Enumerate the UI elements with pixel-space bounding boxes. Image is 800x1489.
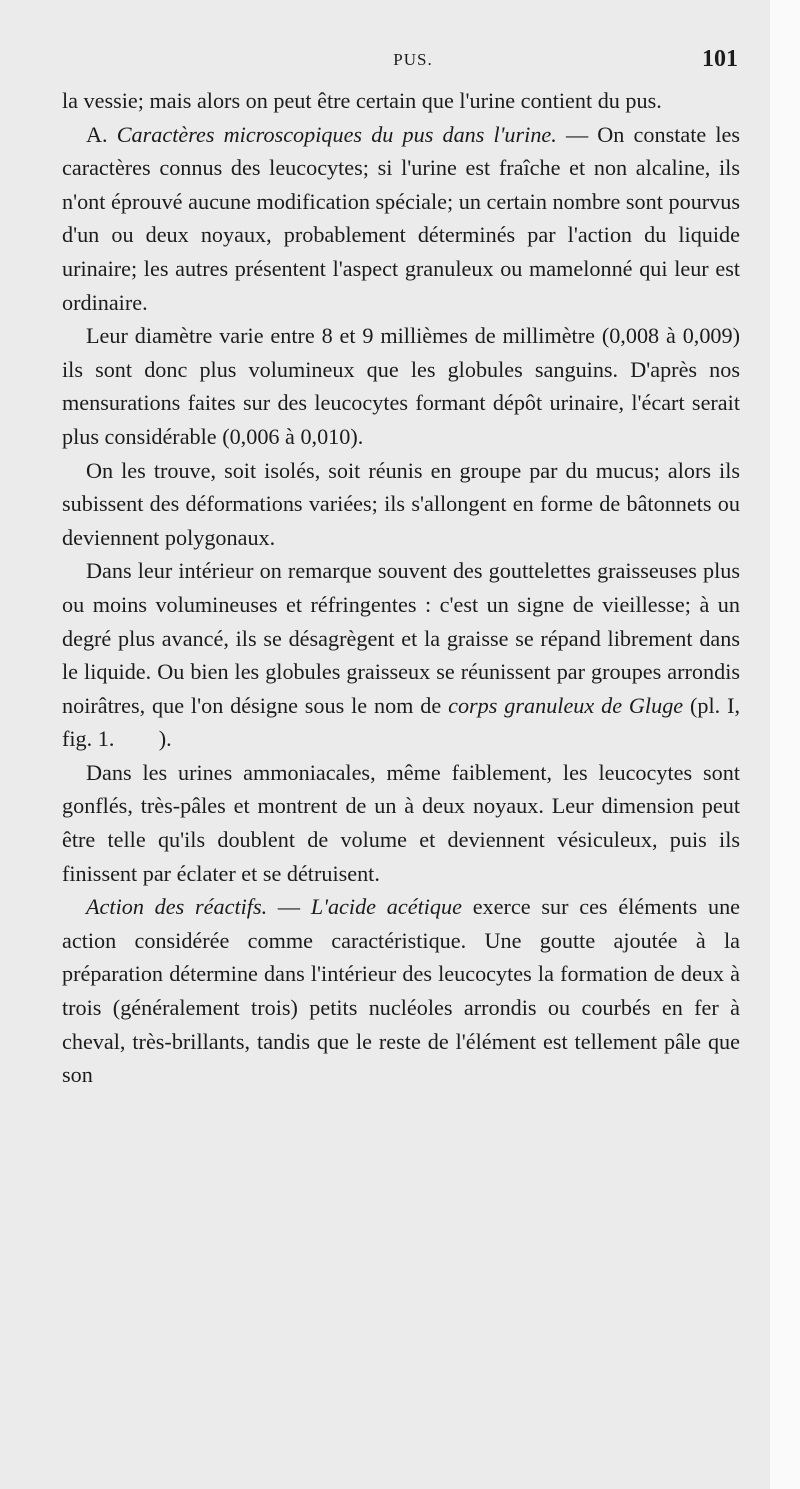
- paragraph-2-text: — On constate les caractères connus des leucocytes; si l'urine est fraîche et non alcaline, ils n'ont éprouvé aucune modification spéciale; un certain nombre sont pourvus d'un ou deux noyaux, probablement déterminés par l'action du liquide urinaire; les autres présentent l'aspect granuleux ou mamelonné qui leur est ordinaire.: [62, 121, 741, 315]
- page-header: [62, 46, 740, 80]
- section-title: Caractères microscopiques du pus dans l'urine.: [116, 121, 557, 147]
- paragraph-7: [62, 890, 740, 1092]
- paragraph-2: [62, 118, 740, 320]
- paragraph-1: la vessie; mais alors on peut être certain que l'urine contient du pus.: [62, 88, 662, 113]
- section-label: A.: [86, 121, 108, 147]
- term-corps-granuleux: corps granuleux de Gluge: [448, 692, 684, 718]
- running-head: PUS.: [393, 50, 433, 69]
- paragraph-6: Dans les urines ammoniacales, même faiblement, les leucocytes sont gonflés, très-pâles et montrent de un à deux noyaux. Leur dimension peut être telle qu'ils doublent de volume et deviennent vésiculeux, puis ils finissent par éclater et se détruisent.: [62, 759, 740, 886]
- paragraph-3: Leur diamètre varie entre 8 et 9 millièmes de millimètre (0,008 à 0,009) ils sont donc plus volumineux que les globules sanguins. D'après nos mensurations faites sur des leucocytes formant dépôt urinaire, l'écart serait plus considérable (0,006 à 0,010).: [62, 323, 740, 449]
- subsection-title: Action des réactifs.: [86, 894, 268, 920]
- reagent-name: L'acide acétique: [310, 894, 462, 920]
- paragraph-5-text: Dans leur intérieur on remarque souvent des gouttelettes graisseuses plus ou moins volumineuses et réfringentes : c'est un signe de vieillesse; à un degré plus avancé, ils se désagrègent et la graisse se répand librement dans le liquide. Ou bien les globules graisseux se réunissent par groupes arrondis noirâtres, que l'on désigne sous le nom de: [62, 558, 740, 718]
- scan-margin: [770, 0, 800, 1489]
- page-number: 101: [702, 46, 738, 72]
- paragraph-5: [62, 554, 746, 756]
- paragraph-4: On les trouve, soit isolés, soit réunis en groupe par du mucus; alors ils subissent des déformations variées; ils s'allongent en forme de bâtonnets ou deviennent polygonaux.: [62, 457, 740, 550]
- body-text: [62, 84, 746, 1092]
- figure-reference: (pl. I, fig. 1. ).: [62, 692, 746, 752]
- em-dash: —: [267, 894, 311, 920]
- paragraph-7-text: exerce sur ces éléments une action considérée comme caractéristique. Une goutte ajoutée à la préparation détermine dans l'intérieur des leucocytes la formation de deux à trois (généralement trois) petits nucléoles arrondis ou courbés en fer à cheval, très-brillants, tandis que le reste de l'élément est tellement pâle que son: [62, 894, 741, 1088]
